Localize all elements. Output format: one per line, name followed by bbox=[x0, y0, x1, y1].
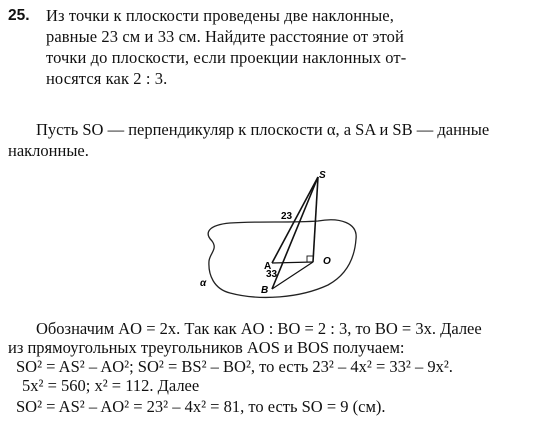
intro-line-2: наклонные. bbox=[8, 141, 89, 160]
geometry-figure bbox=[200, 165, 370, 305]
label-alpha: α bbox=[200, 278, 207, 289]
problem-line-2: равные 23 см и 33 см. Найдите расстояние от этой bbox=[46, 27, 404, 46]
problem-line-3: точки до плоскости, если проекции наклонных от- bbox=[46, 48, 407, 67]
label-b: B bbox=[261, 285, 269, 296]
solution-line-5: SO² = AS² – AO² = 23² – 4x² = 81, то есть SO = 9 (см). bbox=[16, 397, 386, 416]
segment-so bbox=[313, 177, 318, 262]
label-sb-length: 33 bbox=[266, 269, 278, 280]
solution-line-1: Обозначим AO = 2x. Так как AO : BO = 2 : 3, то BO = 3x. Далее bbox=[36, 319, 482, 338]
segment-sa bbox=[272, 177, 318, 263]
label-o: O bbox=[323, 256, 331, 267]
problem-line-1: Из точки к плоскости проведены две наклонные, bbox=[46, 6, 394, 25]
right-angle-mark bbox=[307, 256, 313, 262]
intro-line-1: Пусть SO — перпендикуляр к плоскости α, а SA и SB — данные bbox=[36, 120, 490, 139]
label-sa-length: 23 bbox=[281, 211, 293, 222]
solution-line-4: 5x² = 560; x² = 112. Далее bbox=[22, 376, 200, 395]
problem-number: 25. bbox=[8, 7, 30, 24]
solution-line-2: из прямоугольных треугольников AOS и BOS получаем: bbox=[8, 338, 405, 357]
label-s: S bbox=[319, 170, 326, 181]
segment-sb bbox=[272, 177, 318, 289]
problem-line-4: носятся как 2 : 3. bbox=[46, 69, 168, 88]
plane-alpha-outline bbox=[208, 220, 356, 298]
label-a: A bbox=[264, 261, 272, 272]
solution-line-3: SO² = AS² – AO²; SO² = BS² – BO², то есть 23² – 4x² = 33² – 9x². bbox=[16, 357, 453, 376]
